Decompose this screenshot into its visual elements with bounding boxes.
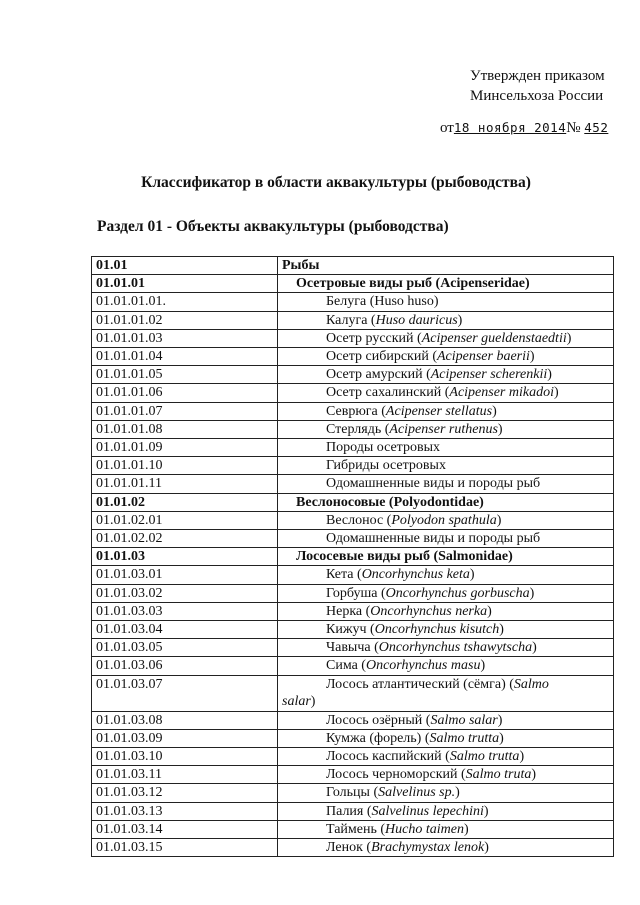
row-name-suffix: ) xyxy=(463,821,469,837)
row-code: 01.01.03.06 xyxy=(92,657,278,675)
row-name xyxy=(278,293,614,311)
row-code: 01.01.01.09 xyxy=(92,439,278,457)
row-name xyxy=(278,584,614,602)
row-name-text: Рыбы xyxy=(282,258,320,273)
row-name-text: Осетр сахалинский ( xyxy=(326,385,450,401)
row-name-text: Нерка ( xyxy=(326,603,371,619)
row-name xyxy=(278,530,614,548)
row-name xyxy=(278,257,614,275)
table-row xyxy=(92,657,614,675)
row-name-suffix: ) xyxy=(519,749,525,765)
section-title: Раздел 01 - Объекты аквакультуры (рыбоводства) xyxy=(97,218,449,235)
row-name-suffix: ) xyxy=(529,585,535,601)
row-name-text: Осетровые виды рыб (Acipenseridae) xyxy=(296,276,530,292)
row-name-text: Лосось каспийский ( xyxy=(326,749,450,765)
row-name xyxy=(278,402,614,420)
row-code: 01.01.01 xyxy=(92,275,278,293)
row-name-text: Белуга (Huso huso) xyxy=(326,294,439,310)
row-name xyxy=(278,566,614,584)
table-row xyxy=(92,820,614,838)
order-line xyxy=(440,120,608,137)
row-code: 01.01.01.03 xyxy=(92,329,278,347)
row-name-suffix: ) xyxy=(496,512,502,528)
row-latin-name: Oncorhynchus nerka xyxy=(370,603,488,619)
row-name-text: Гольцы ( xyxy=(326,785,379,801)
row-name-text: Породы осетровых xyxy=(326,440,440,456)
table-row xyxy=(92,530,614,548)
row-latin-name: Salvelinus sp. xyxy=(378,785,456,801)
row-latin-name: Acipenser gueldenstaedtii xyxy=(421,330,567,346)
table-row xyxy=(92,839,614,857)
row-name xyxy=(278,839,614,857)
table-row xyxy=(92,784,614,802)
row-code: 01.01.01.08 xyxy=(92,420,278,438)
table-row xyxy=(92,475,614,493)
table-row xyxy=(92,639,614,657)
table-row xyxy=(92,566,614,584)
row-name-text: Горбуша ( xyxy=(326,585,386,601)
row-name xyxy=(278,729,614,747)
row-name xyxy=(278,311,614,329)
row-code: 01.01.01.04 xyxy=(92,348,278,366)
row-code: 01.01.03.11 xyxy=(92,766,278,784)
row-latin-name: Acipenser ruthenus xyxy=(389,421,498,437)
row-name-text: Лосось озёрный ( xyxy=(326,712,431,728)
row-code: 01.01.01.05 xyxy=(92,366,278,384)
row-name-text: Сима ( xyxy=(326,658,366,674)
table-row xyxy=(92,802,614,820)
row-code: 01.01.03.14 xyxy=(92,820,278,838)
row-name-suffix: ) xyxy=(483,803,489,819)
approval-block xyxy=(470,66,605,106)
row-code: 01.01.02 xyxy=(92,493,278,511)
row-name xyxy=(278,711,614,729)
row-name-text: Калуга ( xyxy=(326,312,376,328)
row-name-suffix: ) xyxy=(492,403,497,419)
row-name-suffix: ) xyxy=(469,567,475,583)
row-code: 01.01.03.10 xyxy=(92,748,278,766)
approval-line-2: Минсельхоза России xyxy=(470,88,604,104)
row-name-text: Веслоносовые (Polyodontidae) xyxy=(296,494,484,510)
table-row xyxy=(92,729,614,747)
table-row xyxy=(92,420,614,438)
row-name-suffix: ) xyxy=(566,330,572,346)
row-latin-name: Oncorhynchus kisutch xyxy=(374,622,500,638)
row-code: 01.01.01.02 xyxy=(92,311,278,329)
row-name xyxy=(278,675,614,711)
table-row xyxy=(92,584,614,602)
row-name xyxy=(278,329,614,347)
row-name-text: Осетр русский ( xyxy=(326,330,422,346)
row-latin-name: Oncorhynchus keta xyxy=(361,567,470,583)
row-code: 01.01.03.03 xyxy=(92,602,278,620)
row-latin-name: Acipenser baerii xyxy=(436,349,530,365)
row-name xyxy=(278,820,614,838)
row-name xyxy=(278,802,614,820)
row-name xyxy=(278,511,614,529)
row-name-text: Осетр амурский ( xyxy=(326,367,431,383)
row-name-suffix: ) xyxy=(484,840,489,856)
row-name-text: Лосось атлантический (сёмга) ( xyxy=(326,676,514,692)
row-latin-name: Oncorhynchus gorbuscha xyxy=(385,585,530,601)
row-name-text: Стерлядь ( xyxy=(326,421,390,437)
row-name-suffix: ) xyxy=(499,730,504,746)
table-row xyxy=(92,275,614,293)
row-latin-name: Salmo xyxy=(513,676,549,692)
table-row xyxy=(92,602,614,620)
row-name-text: Ленок ( xyxy=(326,840,372,856)
row-code: 01.01.03.01 xyxy=(92,566,278,584)
order-number-sign: № xyxy=(566,120,581,136)
table-row xyxy=(92,439,614,457)
order-prefix: от xyxy=(440,120,454,136)
row-latin-name: Salvelinus lepechini xyxy=(371,803,484,819)
row-name xyxy=(278,602,614,620)
row-latin-name: Salmo trutta xyxy=(449,749,520,765)
row-name-text: Кета ( xyxy=(326,567,362,583)
table-row xyxy=(92,511,614,529)
row-latin-name: Salmo salar xyxy=(430,712,498,728)
row-name-text: Осетр сибирский ( xyxy=(326,349,437,365)
row-code: 01.01.01.10 xyxy=(92,457,278,475)
row-name-suffix: ) xyxy=(499,622,504,638)
row-code: 01.01.03.08 xyxy=(92,711,278,729)
row-name xyxy=(278,366,614,384)
row-name xyxy=(278,748,614,766)
document-title: Классификатор в области аквакультуры (рыбоводства) xyxy=(141,174,531,191)
row-code: 01.01.03.09 xyxy=(92,729,278,747)
table-row xyxy=(92,366,614,384)
table-row xyxy=(92,311,614,329)
row-name-text: Лососевые виды рыб (Salmonidae) xyxy=(296,549,513,565)
order-number: 452 xyxy=(584,120,609,135)
row-code: 01.01.03.13 xyxy=(92,802,278,820)
table-row xyxy=(92,493,614,511)
row-name xyxy=(278,657,614,675)
row-code: 01.01.01.07 xyxy=(92,402,278,420)
approval-line-1: Утвержден приказом xyxy=(470,68,605,84)
row-name-text: Гибриды осетровых xyxy=(326,458,446,474)
row-code: 01.01.03.12 xyxy=(92,784,278,802)
row-latin-name: Oncorhynchus masu xyxy=(365,658,481,674)
row-latin-name: Hucho taimen xyxy=(385,821,464,837)
row-name xyxy=(278,475,614,493)
table-row xyxy=(92,402,614,420)
table-row xyxy=(92,766,614,784)
table-row xyxy=(92,675,614,711)
row-code: 01.01.03.05 xyxy=(92,639,278,657)
classifier-table xyxy=(91,256,614,857)
row-name-suffix: ) xyxy=(310,694,316,710)
table-row xyxy=(92,348,614,366)
row-name xyxy=(278,420,614,438)
table-row xyxy=(92,257,614,275)
row-latin-name: Acipenser mikadoi xyxy=(449,385,554,401)
row-name xyxy=(278,384,614,402)
row-code: 01.01.02.02 xyxy=(92,530,278,548)
row-latin-name: Polyodon spathula xyxy=(391,512,497,528)
row-code: 01.01.01.11 xyxy=(92,475,278,493)
row-name-text: Одомашненные виды и породы рыб xyxy=(326,531,541,547)
row-name-suffix: ) xyxy=(553,385,559,401)
row-code: 01.01.03.04 xyxy=(92,621,278,639)
table-row xyxy=(92,621,614,639)
row-name xyxy=(278,784,614,802)
row-name-suffix: ) xyxy=(532,640,537,656)
row-name-text: Таймень ( xyxy=(326,821,386,837)
order-date: 18 ноября 2014 xyxy=(453,120,567,135)
table-row xyxy=(92,748,614,766)
row-latin-name-continued: salar xyxy=(282,694,311,710)
row-code: 01.01.02.01 xyxy=(92,511,278,529)
row-latin-name: Acipenser stellatus xyxy=(385,403,493,419)
row-name-suffix: ) xyxy=(480,658,486,674)
table-row xyxy=(92,711,614,729)
row-code: 01.01 xyxy=(92,257,278,275)
row-code: 01.01.03.02 xyxy=(92,584,278,602)
row-name-suffix: ) xyxy=(457,312,463,328)
row-name xyxy=(278,639,614,657)
row-name-text: Чавыча ( xyxy=(326,640,379,656)
table-row xyxy=(92,457,614,475)
row-name-suffix: ) xyxy=(497,712,503,728)
table-row xyxy=(92,384,614,402)
row-latin-name: Acipenser scherenkii xyxy=(430,367,548,383)
row-name-text: Палия ( xyxy=(326,803,372,819)
row-code: 01.01.03 xyxy=(92,548,278,566)
row-name xyxy=(278,275,614,293)
row-name xyxy=(278,548,614,566)
row-name-suffix: ) xyxy=(497,421,503,437)
row-latin-name: Oncorhynchus tshawytscha xyxy=(378,640,533,656)
row-name xyxy=(278,766,614,784)
row-name-suffix: ) xyxy=(487,603,492,619)
row-name-text: Веслонос ( xyxy=(326,512,392,528)
row-code: 01.01.01.01. xyxy=(92,293,278,311)
row-name-text: Одомашненные виды и породы рыб xyxy=(326,476,541,492)
row-name-suffix: ) xyxy=(531,767,537,783)
table-row xyxy=(92,329,614,347)
row-name xyxy=(278,439,614,457)
row-latin-name: Salmo truta xyxy=(465,767,532,783)
row-name xyxy=(278,457,614,475)
table-row xyxy=(92,293,614,311)
row-name-suffix: ) xyxy=(529,349,535,365)
row-name-text: Кижуч ( xyxy=(326,622,375,638)
row-latin-name: Salmo trutta xyxy=(429,730,500,746)
row-code: 01.01.03.15 xyxy=(92,839,278,857)
table-row xyxy=(92,548,614,566)
row-latin-name: Brachymystax lenok xyxy=(371,840,485,856)
row-latin-name: Huso dauricus xyxy=(375,312,458,328)
row-code: 01.01.01.06 xyxy=(92,384,278,402)
row-name xyxy=(278,493,614,511)
row-name-suffix: ) xyxy=(547,367,552,383)
row-code: 01.01.03.07 xyxy=(92,675,278,711)
row-name-suffix: ) xyxy=(455,785,460,801)
row-name xyxy=(278,348,614,366)
row-name-text: Лосось черноморский ( xyxy=(326,767,466,783)
row-name-text: Севрюга ( xyxy=(326,403,386,419)
row-name xyxy=(278,621,614,639)
row-name-text: Кумжа (форель) ( xyxy=(326,730,430,746)
